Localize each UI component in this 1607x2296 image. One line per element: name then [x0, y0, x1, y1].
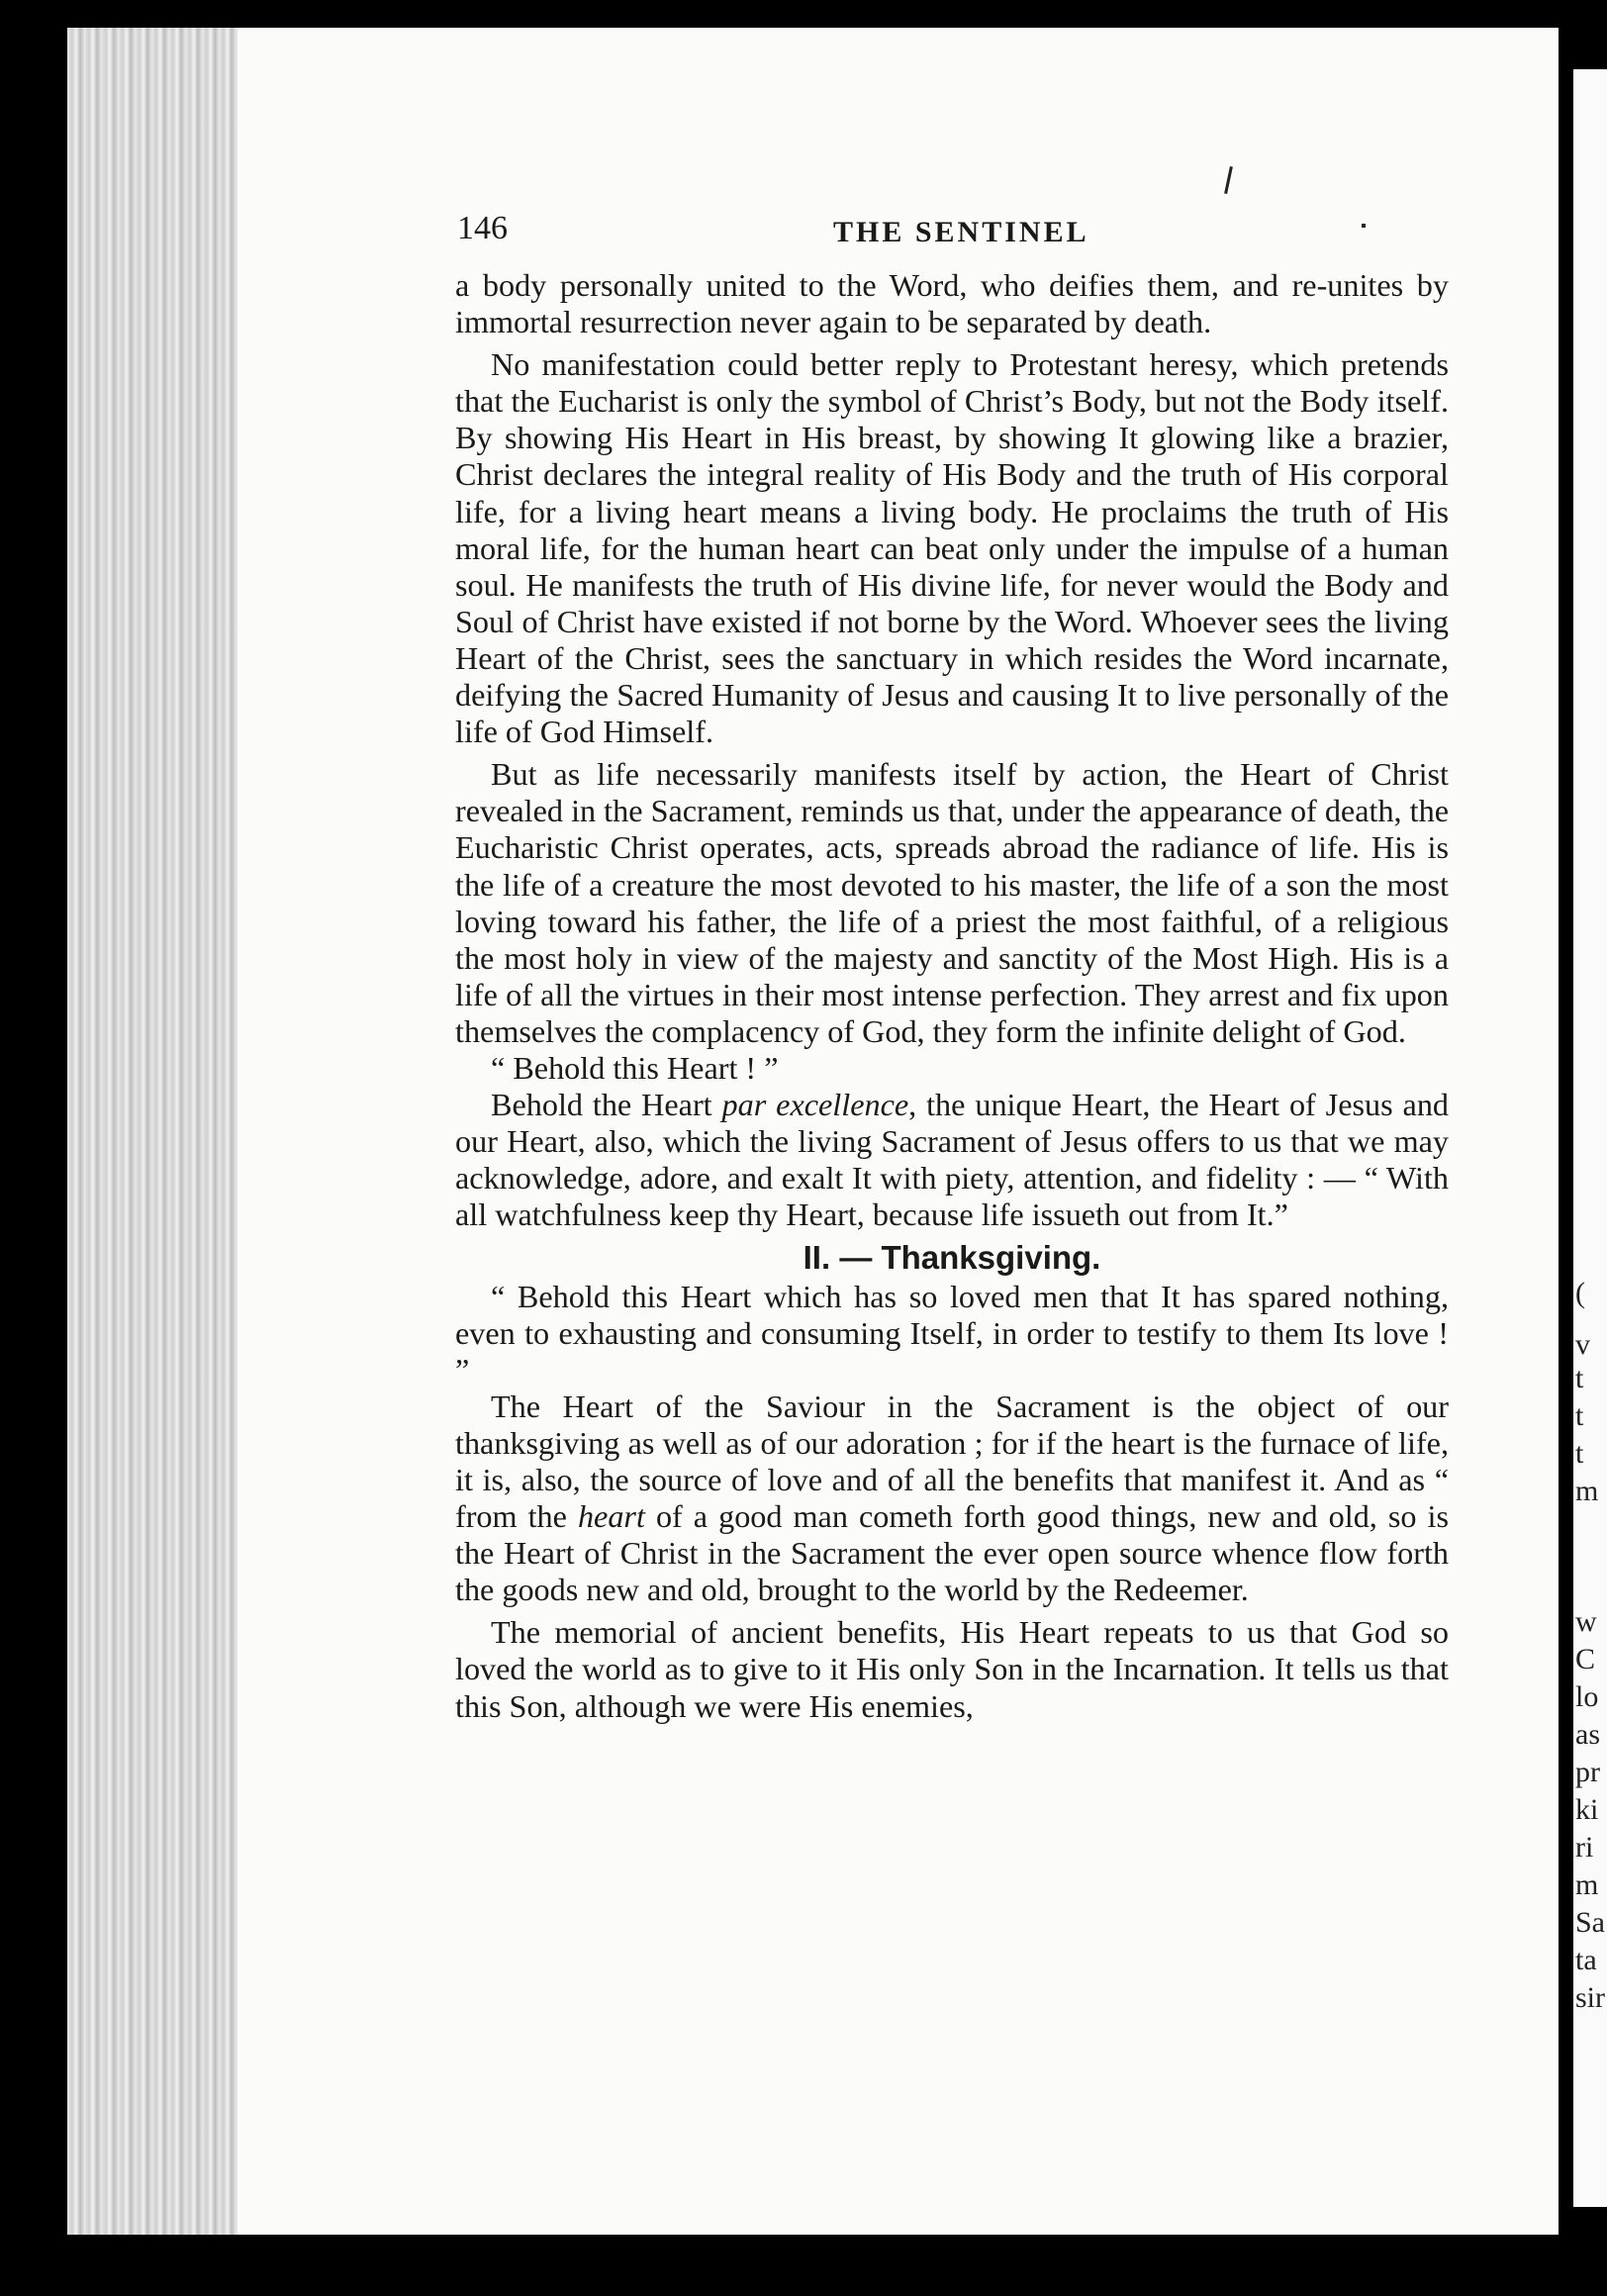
facing-page-fragment: v	[1575, 1328, 1590, 1361]
paragraph: “ Behold this Heart ! ”	[491, 1049, 779, 1086]
paragraph: “ Behold this Heart which has so loved men that It has spared nothing, even to exhausting and consuming Itself, in order to testify to them Its love ! ”	[455, 1278, 1449, 1387]
facing-page-fragment: t	[1575, 1437, 1584, 1470]
facing-page-fragment: t	[1575, 1399, 1584, 1432]
facing-page-fragment: t	[1575, 1362, 1584, 1394]
book-page-edges	[67, 28, 237, 2235]
facing-page-fragment: ri	[1575, 1831, 1594, 1864]
paragraph	[455, 1087, 1449, 1233]
facing-page-fragment: (	[1575, 1277, 1585, 1309]
paragraph: a body personally united to the Word, who deifies them, and re-unites by immortal resurrection never again to be separated by death.	[455, 267, 1449, 340]
paragraph: No manifestation could better reply to Protestant heresy, which pretends that the Eucharist is only the symbol of Christ’s Body, but not the Body itself. By showing His Heart in His breast, by showing It glowing like a brazier, Christ declares the integral reality of His Body and the truth of His corporal life, for a living heart means a living body. He proclaims the truth of His moral life, for the human heart can beat only under the impulse of a human soul. He manifests the truth of His divine life, for never would the Body and Soul of Christ have existed if not borne by the Word. Whoever sees the living Heart of the Christ, sees the sanctuary in which resides the Word incarnate, deifying the Sacred Humanity of Jesus and causing It to live personally of the life of God Himself.	[455, 346, 1449, 750]
page-body	[455, 267, 1449, 1725]
facing-page-fragment: lo	[1575, 1680, 1599, 1713]
facing-page-fragment: ta	[1575, 1944, 1597, 1976]
facing-page-fragment: sir	[1575, 1981, 1605, 2014]
text-run: Behold the Heart	[491, 1087, 722, 1123]
italic-phrase: par excellence	[721, 1087, 909, 1123]
italic-word: heart	[577, 1498, 645, 1535]
facing-page-edge	[1573, 69, 1607, 2207]
facing-page-fragment: as	[1575, 1718, 1600, 1751]
page-number: 146	[457, 210, 508, 246]
section-heading: II. — Thanksgiving.	[803, 1239, 1101, 1277]
facing-page-fragment: ki	[1575, 1793, 1599, 1826]
text-run: , the unique Heart, the Heart of Jesus and our Heart, also, which the living Sacrament of Jesus offers to us that we may acknowledge, adore, and exalt It with piety, attention, and fidelity : — “ With all watchfulness keep thy Heart, because life issueth out from It.”	[455, 1087, 1450, 1233]
running-title: THE SENTINEL	[833, 216, 1089, 248]
facing-page-fragment: w	[1575, 1605, 1597, 1638]
facing-page-fragment: C	[1575, 1643, 1596, 1675]
page-header	[457, 210, 1447, 257]
facing-page-fragment: m	[1575, 1475, 1599, 1507]
facing-page-fragment: pr	[1575, 1756, 1600, 1788]
paragraph	[455, 1388, 1449, 1609]
paragraph: But as life necessarily manifests itself by action, the Heart of Christ revealed in the Sacrament, reminds us that, under the appearance of death, the Eucharistic Christ operates, acts, spreads abroad the radiance of life. His is the life of a creature the most devoted to his master, the life of a son the most loving toward his father, the life of a priest the most faithful, of a religious the most holy in view of the majesty and sanctity of the Most High. His is a life of all the virtues in their most intense perfection. They arrest and fix upon themselves the complacency of God, they form the infinite delight of God.	[455, 756, 1449, 1049]
facing-page-fragment: Sa	[1575, 1906, 1605, 1939]
paragraph: The memorial of ancient benefits, His Heart repeats to us that God so loved the world as to give to it His only Son in the Incarnation. It tells us that this Son, although we were His enemies,	[455, 1614, 1449, 1724]
text-run: of a good man cometh forth good things, new and old, so is the Heart of Christ in the Sacrament the ever open source whence flow forth the goods new and old, brought to the world by the Redeemer.	[455, 1498, 1449, 1608]
facing-page-fragment: m	[1575, 1868, 1599, 1901]
text-run: The Heart of the Saviour in the Sacrament is the object of our thanksgiving as well as of our adoration ; for if the heart is the furnace of life, it is, also, the source of love and of all the benefits that manifest it. And as “ from the	[455, 1387, 1449, 1535]
